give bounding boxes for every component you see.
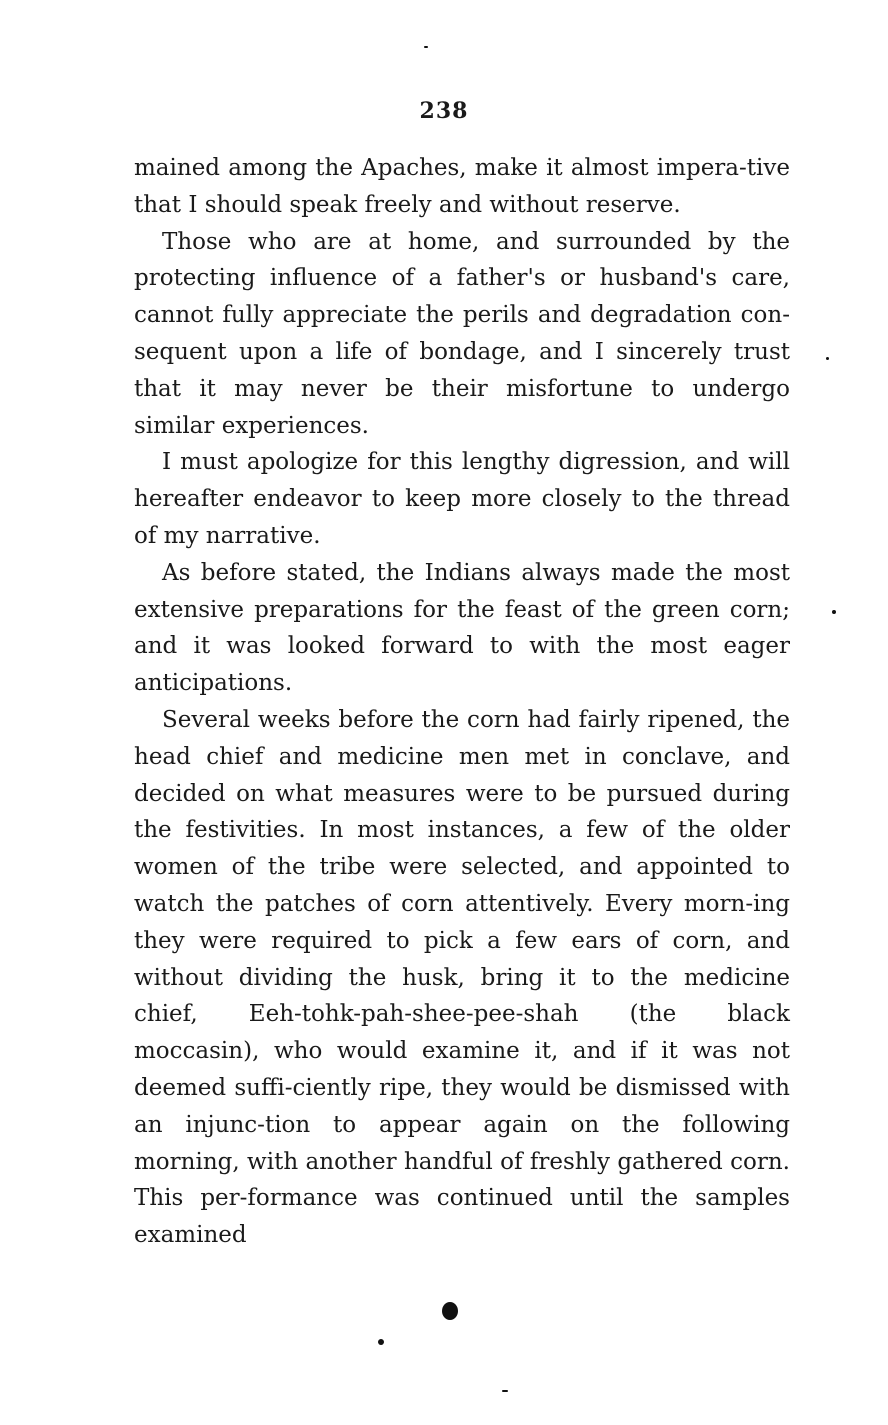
paragraph-3: I must apologize for this lengthy digression, and will hereafter endeavor to keep more closely to the thread of my narrative. [134, 449, 790, 549]
body-text [134, 150, 790, 1254]
ink-speck [502, 1390, 508, 1392]
ink-blot [442, 1302, 458, 1320]
ink-speck [424, 46, 428, 48]
ink-speck [832, 610, 836, 614]
ink-speck [378, 1339, 384, 1345]
page-number: 238 [419, 98, 469, 124]
paragraph-4: As before stated, the Indians always made the most extensive preparations for the feast of the green corn; and it was looked forward to with the most eager anticipations. [134, 559, 790, 697]
paragraph-2: Those who are at home, and surrounded by the protecting influence of a father's or husband's care, cannot fully appreciate the perils and degradation con-sequent upon a life of bondage, and I sincerely trust that it may never be their misfortune to undergo similar experiences. [134, 228, 790, 439]
paragraph-1: mained among the Apaches, make it almost impera-tive that I should speak freely and without reserve. [134, 155, 790, 218]
ink-speck [826, 357, 829, 360]
paragraph-5: Several weeks before the corn had fairly ripened, the head chief and medicine men met in conclave, and decided on what measures were to be pursued during the festivities. In most instances, a few of the older women of the tribe were selected, and appointed to watch the patches of corn attentively. Every morn-ing they were required to pick a few ears of corn, and without dividing the husk, bring it to the medicine chief, Eeh-tohk-pah-shee-pee-shah (the black moccasin), who would examine it, and if it was not deemed suffi-ciently ripe, they would be dismissed with an injunc-tion to appear again on the following morning, with another handful of freshly gathered corn. This per-formance was continued until the samples examined [134, 706, 790, 1249]
